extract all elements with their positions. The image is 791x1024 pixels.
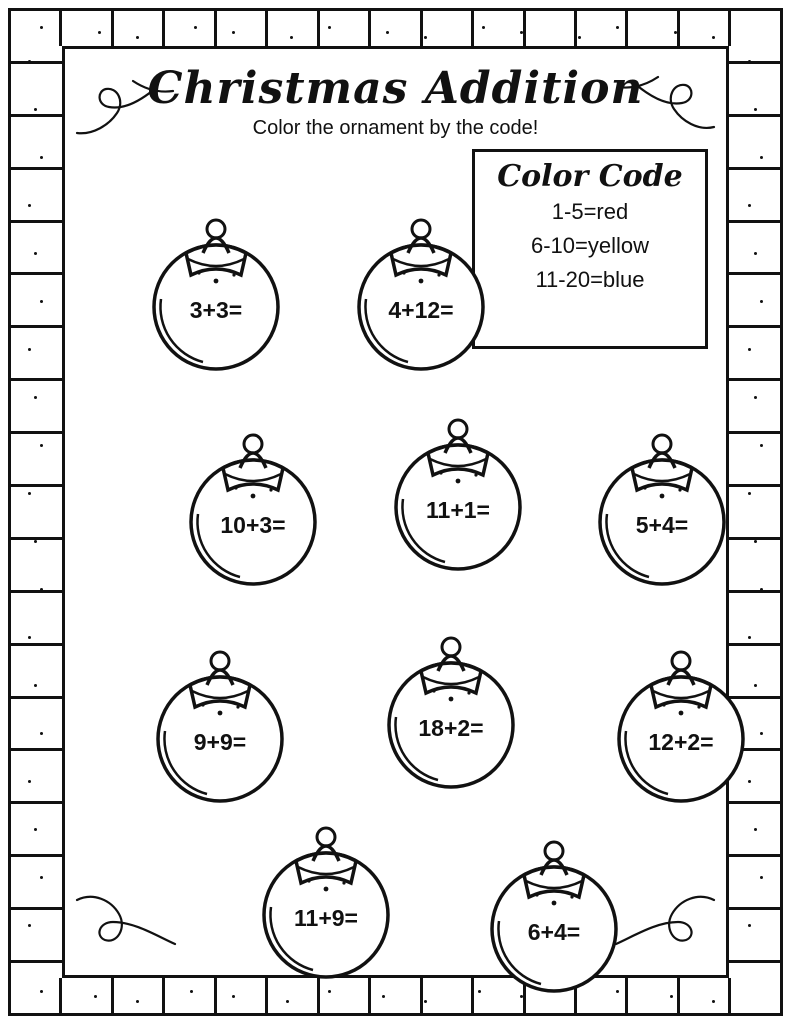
ornament-problem-6[interactable] [145,621,295,809]
border-tick [111,8,114,46]
border-dot [328,990,331,993]
border-tick [8,590,62,593]
ornament-label: 11+1= [426,497,490,523]
border-dot [748,636,751,639]
ornament-icon [251,797,401,985]
ornament-icon [376,607,526,795]
border-tick [677,8,680,46]
border-dot [40,444,43,447]
border-dot [674,31,677,34]
border-dot [760,732,763,735]
border-tick [729,960,783,963]
border-tick [8,643,62,646]
border-dot [520,995,523,998]
border-dot [382,995,385,998]
border-dot [386,31,389,34]
border-dot [478,990,481,993]
border-dot [482,26,485,29]
border-dot [712,1000,715,1003]
border-dot [232,995,235,998]
border-tick [729,378,783,381]
border-tick [729,114,783,117]
border-tick [471,8,474,46]
border-dot [194,26,197,29]
border-dot [28,492,31,495]
border-dot [28,204,31,207]
color-code-line-yellow: 6-10=yellow [530,232,649,258]
border-dot [754,540,757,543]
border-dot [748,492,751,495]
ornament-icon [479,811,629,999]
ornament-label: 5+4= [635,512,689,538]
border-dot [520,31,523,34]
border-tick [729,854,783,857]
border-dot [136,1000,139,1003]
border-tick [729,325,783,328]
border-dot [424,36,427,39]
ornament-label: 11+9= [294,905,358,931]
border-tick [8,854,62,857]
border-tick [729,272,783,275]
border-dot [574,1000,577,1003]
border-dot [28,348,31,351]
ornament-problem-2[interactable] [346,189,496,377]
border-dot [748,204,751,207]
ornament-label: 4+12= [388,297,454,323]
ornament-problem-5[interactable] [587,404,737,592]
border-tick [729,907,783,910]
border-tick [265,8,268,46]
page-title: Christmas Addition [147,63,644,114]
border-tick [368,8,371,46]
ornament-label: 12+2= [648,729,714,755]
border-tick [8,748,62,751]
border-dot [40,300,43,303]
ornament-icon [141,189,291,377]
color-code-line-red: 1-5=red [551,198,629,224]
border-dot [760,876,763,879]
border-ticks-top [8,8,783,46]
color-code-heading: Color Code [497,159,683,194]
ornament-icon [606,621,756,809]
border-dot [760,156,763,159]
border-tick [677,978,680,1016]
border-tick [8,907,62,910]
border-dot [40,26,43,29]
border-dot [748,780,751,783]
border-dot [40,732,43,735]
border-tick [420,978,423,1016]
border-dot [34,108,37,111]
border-tick [214,978,217,1016]
border-tick [8,801,62,804]
border-tick [8,167,62,170]
border-dot [670,995,673,998]
ornament-label: 9+9= [193,729,247,755]
border-dot [616,26,619,29]
border-dot [748,60,751,63]
border-dot [748,348,751,351]
border-dot [424,1000,427,1003]
border-dot [578,36,581,39]
border-dot [98,31,101,34]
border-tick [729,167,783,170]
ornament-problem-10[interactable] [479,811,629,999]
border-dot [28,924,31,927]
border-tick [8,484,62,487]
border-dot [190,990,193,993]
border-dot [748,924,751,927]
border-dot [28,636,31,639]
border-tick [8,1013,62,1016]
ornament-icon [587,404,737,592]
border-dot [34,252,37,255]
ornament-problem-1[interactable] [141,189,291,377]
border-tick [8,220,62,223]
border-tick [8,378,62,381]
border-tick [471,978,474,1016]
border-dot [40,156,43,159]
border-tick [729,220,783,223]
border-tick [8,696,62,699]
inner-border [62,46,729,978]
border-dot [754,108,757,111]
border-dot [232,31,235,34]
border-dot [40,588,43,591]
border-tick [523,8,526,46]
border-dot [760,588,763,591]
page-subtitle: Color the ornament by the code! [252,117,539,139]
border-tick [420,8,423,46]
border-tick [8,114,62,117]
border-tick [8,960,62,963]
border-tick [574,8,577,46]
ornament-icon [383,389,533,577]
border-dot [40,876,43,879]
border-tick [8,431,62,434]
ornament-problem-7[interactable] [376,607,526,795]
border-dot [34,540,37,543]
border-dot [136,36,139,39]
ornament-icon [346,189,496,377]
border-dot [616,990,619,993]
border-tick [729,8,783,11]
border-tick [214,8,217,46]
border-dot [328,26,331,29]
ornament-board [65,49,726,975]
ornament-problem-4[interactable] [383,389,533,577]
border-tick [8,325,62,328]
ornament-icon [178,404,328,592]
border-tick [317,8,320,46]
border-dot [754,252,757,255]
border-dot [754,828,757,831]
ornament-label: 6+4= [527,919,581,945]
border-ticks-left [8,8,62,1016]
border-tick [729,431,783,434]
border-dot [28,780,31,783]
border-tick [729,484,783,487]
border-dot [34,684,37,687]
color-code-line-blue: 11-20=blue [535,266,645,292]
border-dot [40,990,43,993]
ornament-problem-9[interactable] [251,797,401,985]
border-dot [28,60,31,63]
border-ticks-right [729,8,783,1016]
border-tick [729,590,783,593]
border-dot [286,1000,289,1003]
border-tick [8,272,62,275]
border-tick [162,978,165,1016]
border-tick [625,8,628,46]
ornament-problem-3[interactable] [178,404,328,592]
ornament-icon [145,621,295,809]
border-dot [94,995,97,998]
border-dot [760,300,763,303]
border-dot [34,396,37,399]
border-dot [290,36,293,39]
ornament-problem-8[interactable] [606,621,756,809]
border-dot [712,36,715,39]
border-tick [111,978,114,1016]
ornament-label: 18+2= [418,715,484,741]
border-tick [8,61,62,64]
border-dot [760,444,763,447]
ornament-label: 10+3= [220,512,286,538]
border-tick [729,1013,783,1016]
border-dot [754,684,757,687]
border-dot [754,396,757,399]
border-tick [8,8,62,11]
ornament-label: 3+3= [189,297,243,323]
border-tick [162,8,165,46]
border-tick [729,61,783,64]
border-dot [34,828,37,831]
